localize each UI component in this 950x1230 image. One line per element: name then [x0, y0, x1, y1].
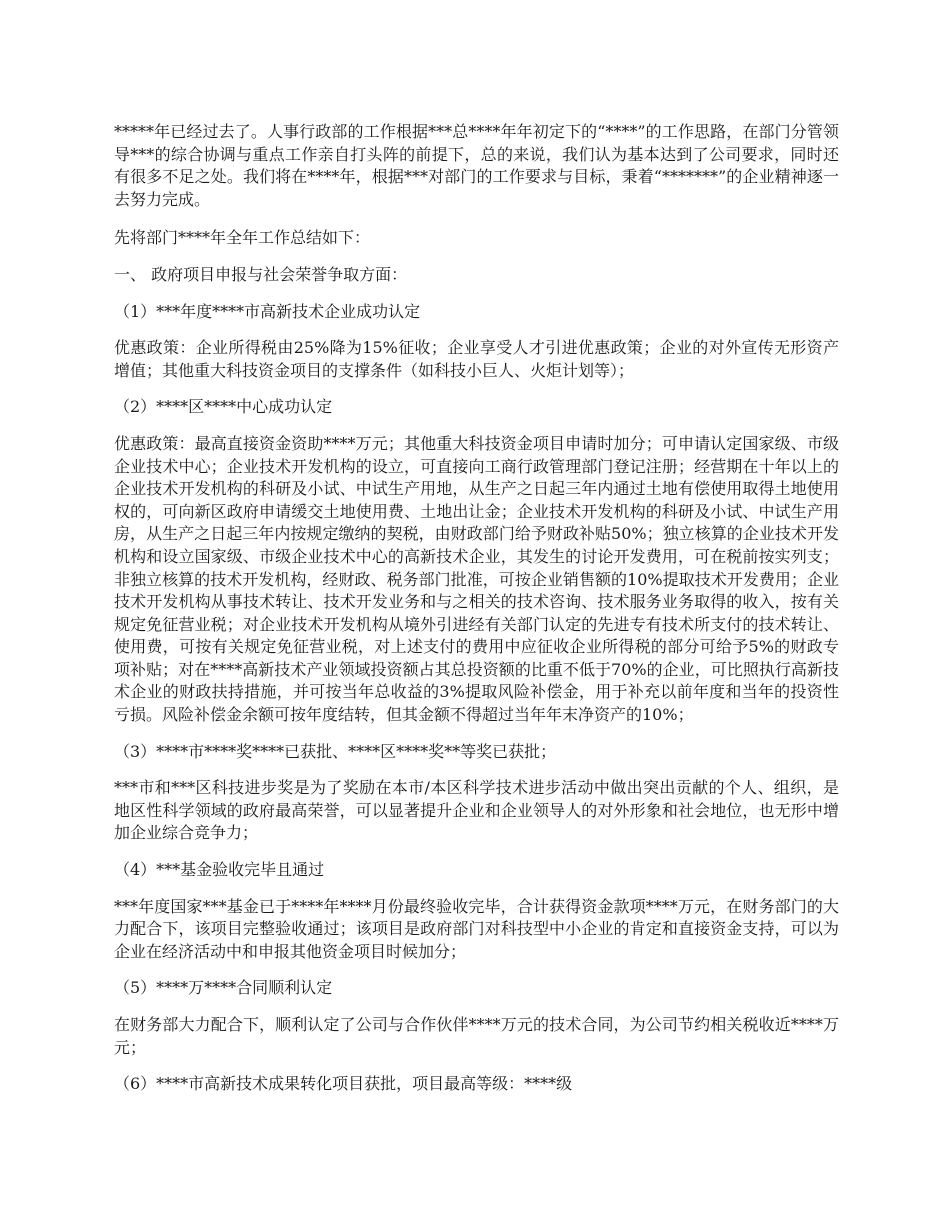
item-4-title: （4）***基金验收完毕且通过: [114, 860, 325, 880]
item-3-body: ***市和***区科技进步奖是为了奖励在本市/本区科学技术进步活动中做出突出贡献的个人、组织，是地区性科学领域的政府最高荣誉，可以显著提升企业和企业领导人的对外形象和社会地位，也无形中增加企业综合竞争力；: [114, 778, 839, 843]
item-4-body: ***年度国家***基金已于****年****月份最终验收完毕，合计获得资金款项****万元，在财务部门的大力配合下，该项目完整验收通过；该项目是政府部门对科技型中小企业的肯定和直接资金支持，可以为企业在经济活动中和申报其他资金项目时候加分；: [114, 896, 839, 961]
item-1-title: （1）***年度****市高新技术企业成功认定: [114, 301, 421, 321]
item-2-body: 优惠政策：最高直接资金资助****万元；其他重大科技资金项目申请时加分；可申请认定国家级、市级企业技术中心；企业技术开发机构的设立，可直接向工商行政管理部门登记注册；经营期在十年以上的企业技术开发机构的科研及小试、中试生产用地，从生产之日起三年内通过土地有偿使用取得土地使用权的，可向新区政府申请缓交土地使用费、土地出让金；企业技术开发机构的科研及小试、中试生产用房，从生产之日起三年内按规定缴纳的契税，由财政部门给予财政补贴50%；独立核算的企业技术开发机构和设立国家级、市级企业技术中心的高新技术企业，其发生的讨论开发费用，可在税前按实列支；非独立核算的技术开发机构，经财政、税务部门批准，可按企业销售额的10%提取技术开发费用；企业技术开发机构从事技术转让、技术开发业务和与之相关的技术咨询、技术服务业务取得的收入，按有关规定免征营业税；对企业技术开发机构从境外引进经有关部门认定的先进专有技术所支付的技术转让、使用费，可按有关规定免征营业税，对上述支付的费用中应征收企业所得税的部分可给予5%的财政专项补贴；对在****高新技术产业领域投资额占其总投资额的比重不低于70%的企业，可比照执行高新技术企业的财政扶持措施，并可按当年总收益的3%提取风险补偿金，用于补充以前年度和当年的投资性亏损。风险补偿金余额可按年度结转，但其金额不得超过当年年末净资产的10%；: [114, 433, 839, 725]
lead-paragraph: 先将部门****年全年工作总结如下：: [114, 228, 371, 248]
item-5-title: （5）****万****合同顺利认定: [114, 978, 333, 998]
document-page: [114, 121, 839, 1110]
section-heading: 一、 政府项目申报与社会荣誉争取方面：: [114, 264, 408, 284]
intro-paragraph: *****年已经过去了。人事行政部的工作根据***总****年年初定下的“****”的工作思路，在部门分管领导***的综合协调与重点工作亲自打头阵的前提下，总的来说，我们认为基本达到了公司要求，同时还有很多不足之处。我们将在****年，根据***对部门的工作要求与目标，秉着“*******”的企业精神逐一去努力完成。: [114, 122, 839, 209]
item-6-title: （6）****市高新技术成果转化项目获批，项目最高等级：****级: [114, 1074, 573, 1094]
item-1-body: 优惠政策：企业所得税由25%降为15%征收；企业享受人才引进优惠政策；企业的对外宣传无形资产增值；其他重大科技资金项目的支撑条件（如科技小巨人、火炬计划等）；: [114, 338, 839, 380]
item-2-title: （2）****区****中心成功认定: [114, 397, 333, 417]
item-3-title: （3）****市****奖****已获批、****区****奖**等奖已获批；: [114, 741, 557, 761]
item-5-body: 在财务部大力配合下，顺利认定了公司与合作伙伴****万元的技术合同，为公司节约相关税收近****万元；: [114, 1015, 839, 1057]
